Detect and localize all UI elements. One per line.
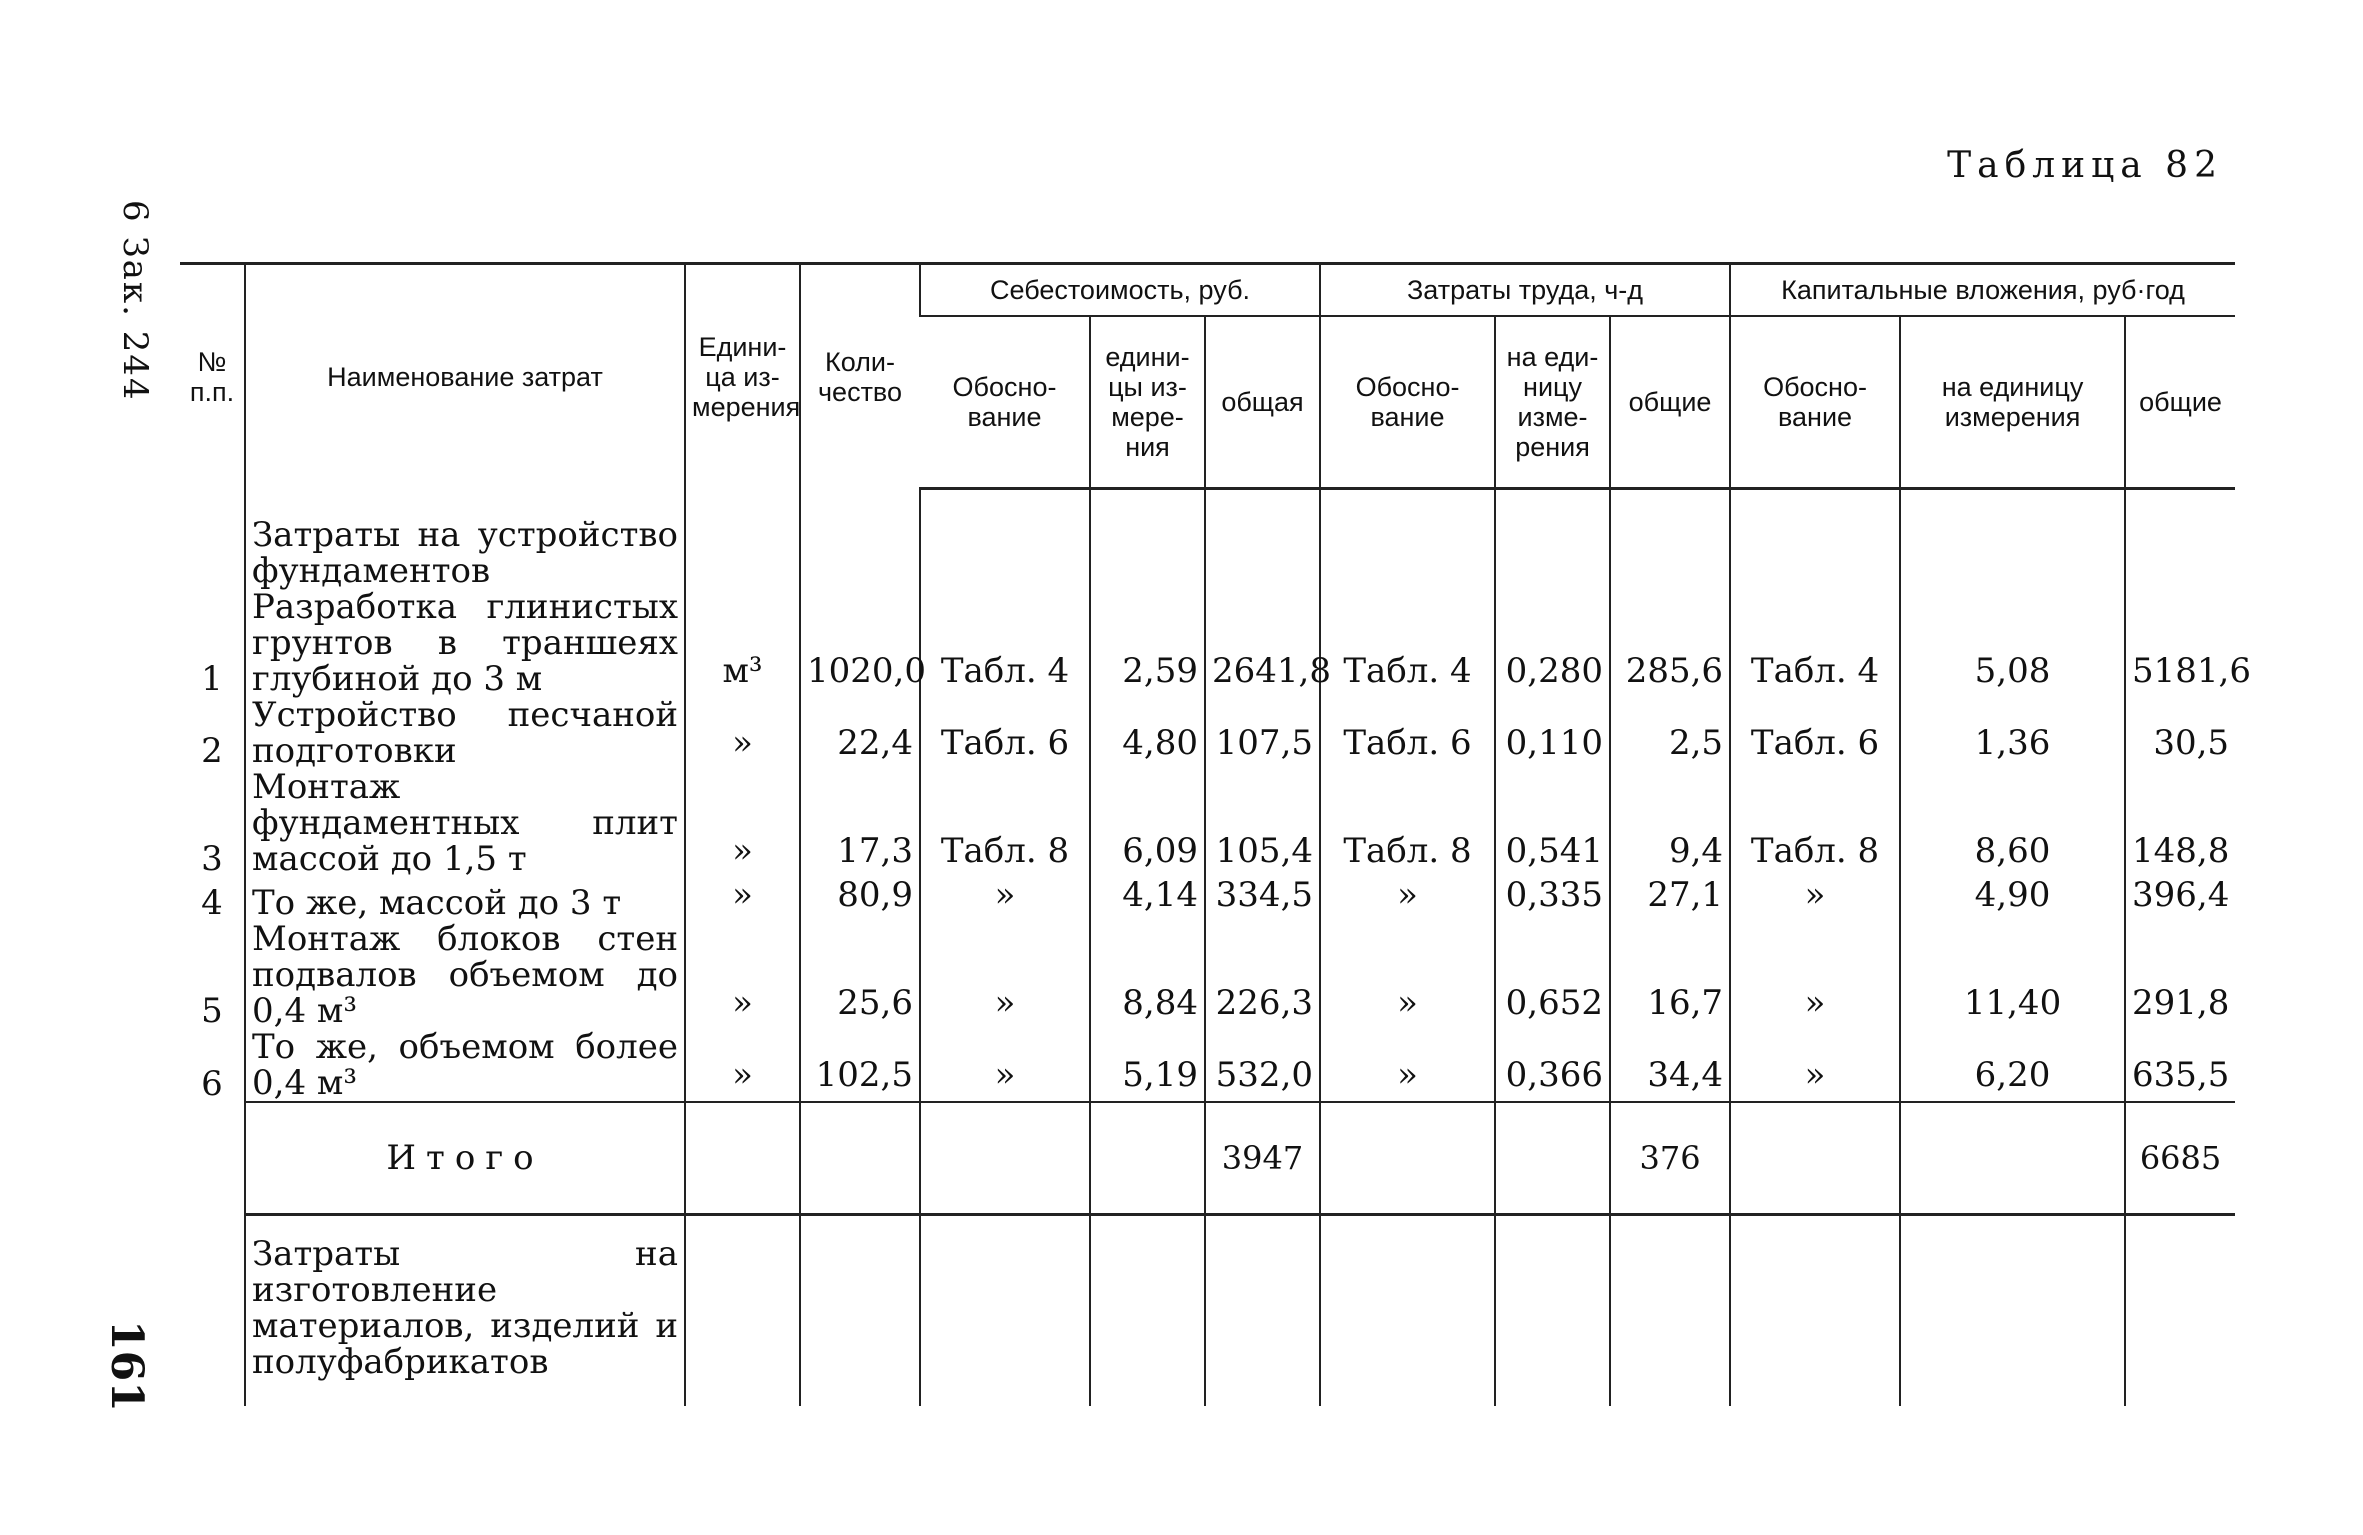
cell-cap-basis: » bbox=[1730, 1029, 1900, 1102]
cell-cost-basis: Табл. 4 bbox=[920, 589, 1090, 697]
row-number: 4 bbox=[201, 882, 223, 923]
cell-cap-unit: 11,40 bbox=[1900, 921, 2125, 1029]
empty-cell bbox=[1730, 1214, 1900, 1406]
cell-cap-total: 148,8 bbox=[2125, 769, 2235, 877]
cell-labor-unit: 0,366 bbox=[1495, 1029, 1610, 1102]
cell-labor-basis: Табл. 4 bbox=[1320, 589, 1495, 697]
empty-cell bbox=[1900, 1102, 2125, 1215]
empty-cell bbox=[1205, 1214, 1320, 1406]
cell-labor-unit: 0,335 bbox=[1495, 877, 1610, 921]
total-capital: 6685 bbox=[2125, 1102, 2235, 1215]
header-name: Наименование затрат bbox=[245, 264, 685, 489]
cell-cost-unit: 4,14 bbox=[1090, 877, 1205, 921]
header-capital-basis: Обосно-вание bbox=[1730, 316, 1900, 489]
table-row bbox=[180, 1214, 2235, 1406]
cell-qty: 22,4 bbox=[800, 697, 920, 769]
row-name: То же, массой до 3 т bbox=[245, 877, 685, 921]
cell-cost-total: 334,5 bbox=[1205, 877, 1320, 921]
header-labor-unit: на еди-ницу изме-рения bbox=[1495, 316, 1610, 489]
cell-qty: 102,5 bbox=[800, 1029, 920, 1102]
empty-cell bbox=[685, 1102, 800, 1215]
cell-labor-total: 2,5 bbox=[1610, 697, 1730, 769]
row-name: Разработка глинистых грунтов в траншеях глубиной до 3 м bbox=[245, 589, 685, 697]
cell-qty: 25,6 bbox=[800, 921, 920, 1029]
empty-cell bbox=[1610, 1214, 1730, 1406]
cell-cap-basis: Табл. 6 bbox=[1730, 697, 1900, 769]
cell-cap-total: 30,5 bbox=[2125, 697, 2235, 769]
row-number: 3 bbox=[201, 838, 223, 879]
row-name: Устройство песчаной подготовки bbox=[245, 697, 685, 769]
total-cost: 3947 bbox=[1205, 1102, 1320, 1215]
page-number: 161 bbox=[101, 1320, 152, 1412]
cost-table bbox=[180, 262, 2251, 1406]
cell-cost-unit: 6,09 bbox=[1090, 769, 1205, 877]
empty-cell bbox=[1320, 1214, 1495, 1406]
cell-cap-total: 5181,6 bbox=[2125, 589, 2235, 697]
cell-cap-total: 291,8 bbox=[2125, 921, 2235, 1029]
header-labor-basis: Обосно-вание bbox=[1320, 316, 1495, 489]
row-name: Монтаж блоков стен подвалов объемом до 0,4 м³ bbox=[245, 921, 685, 1029]
cell-cap-unit: 5,08 bbox=[1900, 589, 2125, 697]
table-row bbox=[180, 921, 2235, 1029]
cell-cost-unit: 4,80 bbox=[1090, 697, 1205, 769]
cell-unit: » bbox=[685, 769, 800, 877]
header-cost-unit: едини-цы из-мере-ния bbox=[1090, 316, 1205, 489]
section-title-materials: Затраты на изготовление материалов, изделий и полуфабрикатов bbox=[245, 1214, 685, 1406]
cell-unit: » bbox=[685, 1029, 800, 1102]
total-row bbox=[180, 1102, 2235, 1215]
cell-unit: » bbox=[685, 877, 800, 921]
row-number: 5 bbox=[201, 990, 223, 1031]
row-number: 6 bbox=[201, 1063, 223, 1104]
cell-cap-total: 635,5 bbox=[2125, 1029, 2235, 1102]
empty-cell bbox=[800, 1102, 920, 1215]
cell-cap-basis: Табл. 4 bbox=[1730, 589, 1900, 697]
empty-cell bbox=[180, 1102, 245, 1215]
cell-labor-total: 16,7 bbox=[1610, 921, 1730, 1029]
cell-cap-basis: » bbox=[1730, 877, 1900, 921]
cell-labor-basis: » bbox=[1320, 877, 1495, 921]
cell-cap-basis: Табл. 8 bbox=[1730, 769, 1900, 877]
cell-labor-basis: » bbox=[1320, 921, 1495, 1029]
table-row bbox=[180, 877, 2235, 921]
empty-cell bbox=[2125, 1214, 2235, 1406]
empty-cell bbox=[1090, 1214, 1205, 1406]
cell-cost-unit: 2,59 bbox=[1090, 589, 1205, 697]
table-title: Таблица 82 bbox=[1947, 145, 2223, 186]
cell-cost-total: 2641,8 bbox=[1205, 589, 1320, 697]
table-row bbox=[180, 1029, 2235, 1102]
cell-cap-basis: » bbox=[1730, 921, 1900, 1029]
header-capital-group: Капитальные вложения, руб·год bbox=[1730, 264, 2235, 317]
cell-cost-total: 105,4 bbox=[1205, 769, 1320, 877]
empty-cell bbox=[1730, 1102, 1900, 1215]
empty-cell bbox=[1090, 1102, 1205, 1215]
header-cost-group: Себестоимость, руб. bbox=[920, 264, 1320, 317]
cell-labor-unit: 0,541 bbox=[1495, 769, 1610, 877]
cell-labor-unit: 0,110 bbox=[1495, 697, 1610, 769]
cell-cap-unit: 4,90 bbox=[1900, 877, 2125, 921]
side-note: 6 Зак. 244 bbox=[115, 200, 155, 402]
cell-labor-basis: Табл. 8 bbox=[1320, 769, 1495, 877]
cell-labor-total: 9,4 bbox=[1610, 769, 1730, 877]
row-name: Монтаж фундаментных плит массой до 1,5 т bbox=[245, 769, 685, 877]
header-labor-group: Затраты труда, ч-д bbox=[1320, 264, 1730, 317]
empty-cell bbox=[1900, 1214, 2125, 1406]
cell-labor-total: 34,4 bbox=[1610, 1029, 1730, 1102]
cell-qty: 17,3 bbox=[800, 769, 920, 877]
cell-cost-basis: Табл. 6 bbox=[920, 697, 1090, 769]
table-row bbox=[180, 589, 2235, 697]
cell-cost-basis: » bbox=[920, 1029, 1090, 1102]
cell-cost-total: 107,5 bbox=[1205, 697, 1320, 769]
cell-cap-total: 396,4 bbox=[2125, 877, 2235, 921]
header-unit: Едини-ца из-мерения bbox=[685, 264, 800, 489]
cell-cost-total: 226,3 bbox=[1205, 921, 1320, 1029]
total-label: Итого bbox=[245, 1102, 685, 1215]
header-capital-unit: на единицу измерения bbox=[1900, 316, 2125, 489]
header-cost-basis: Обосно-вание bbox=[920, 316, 1090, 489]
cell-qty: 1020,0 bbox=[800, 589, 920, 697]
total-labor: 376 bbox=[1610, 1102, 1730, 1215]
cell-cost-unit: 8,84 bbox=[1090, 921, 1205, 1029]
empty-cell bbox=[920, 1102, 1090, 1215]
header-cost-total: общая bbox=[1205, 316, 1320, 489]
header-num: № п.п. bbox=[180, 264, 245, 489]
header-capital-total: общие bbox=[2125, 316, 2235, 489]
cell-labor-total: 27,1 bbox=[1610, 877, 1730, 921]
cell-labor-total: 285,6 bbox=[1610, 589, 1730, 697]
empty-cell bbox=[685, 1214, 800, 1406]
cell-labor-basis: Табл. 6 bbox=[1320, 697, 1495, 769]
cell-cost-basis: Табл. 8 bbox=[920, 769, 1090, 877]
cell-labor-unit: 0,280 bbox=[1495, 589, 1610, 697]
section-title-foundations: Затраты на устройство фундаментов bbox=[245, 489, 685, 589]
cell-cost-basis: » bbox=[920, 877, 1090, 921]
cell-cost-basis: » bbox=[920, 921, 1090, 1029]
cell-cap-unit: 8,60 bbox=[1900, 769, 2125, 877]
row-name: То же, объемом более 0,4 м³ bbox=[245, 1029, 685, 1102]
empty-cell bbox=[180, 1214, 245, 1406]
row-number: 2 bbox=[201, 730, 223, 771]
row-number: 1 bbox=[201, 658, 223, 699]
empty-cell bbox=[1320, 1102, 1495, 1215]
cell-labor-basis: » bbox=[1320, 1029, 1495, 1102]
table-row bbox=[180, 769, 2235, 877]
empty-cell bbox=[920, 1214, 1090, 1406]
table-row bbox=[180, 697, 2235, 769]
cell-cap-unit: 6,20 bbox=[1900, 1029, 2125, 1102]
header-qty: Коли-чество bbox=[800, 264, 920, 489]
header-labor-total: общие bbox=[1610, 316, 1730, 489]
empty-cell bbox=[800, 1214, 920, 1406]
cell-cost-total: 532,0 bbox=[1205, 1029, 1320, 1102]
cell-cost-unit: 5,19 bbox=[1090, 1029, 1205, 1102]
cell-labor-unit: 0,652 bbox=[1495, 921, 1610, 1029]
cell-unit: » bbox=[685, 697, 800, 769]
cell-qty: 80,9 bbox=[800, 877, 920, 921]
cell-unit: м³ bbox=[685, 589, 800, 697]
cell-cap-unit: 1,36 bbox=[1900, 697, 2125, 769]
empty-cell bbox=[1495, 1214, 1610, 1406]
cell-unit: » bbox=[685, 921, 800, 1029]
empty-cell bbox=[1495, 1102, 1610, 1215]
